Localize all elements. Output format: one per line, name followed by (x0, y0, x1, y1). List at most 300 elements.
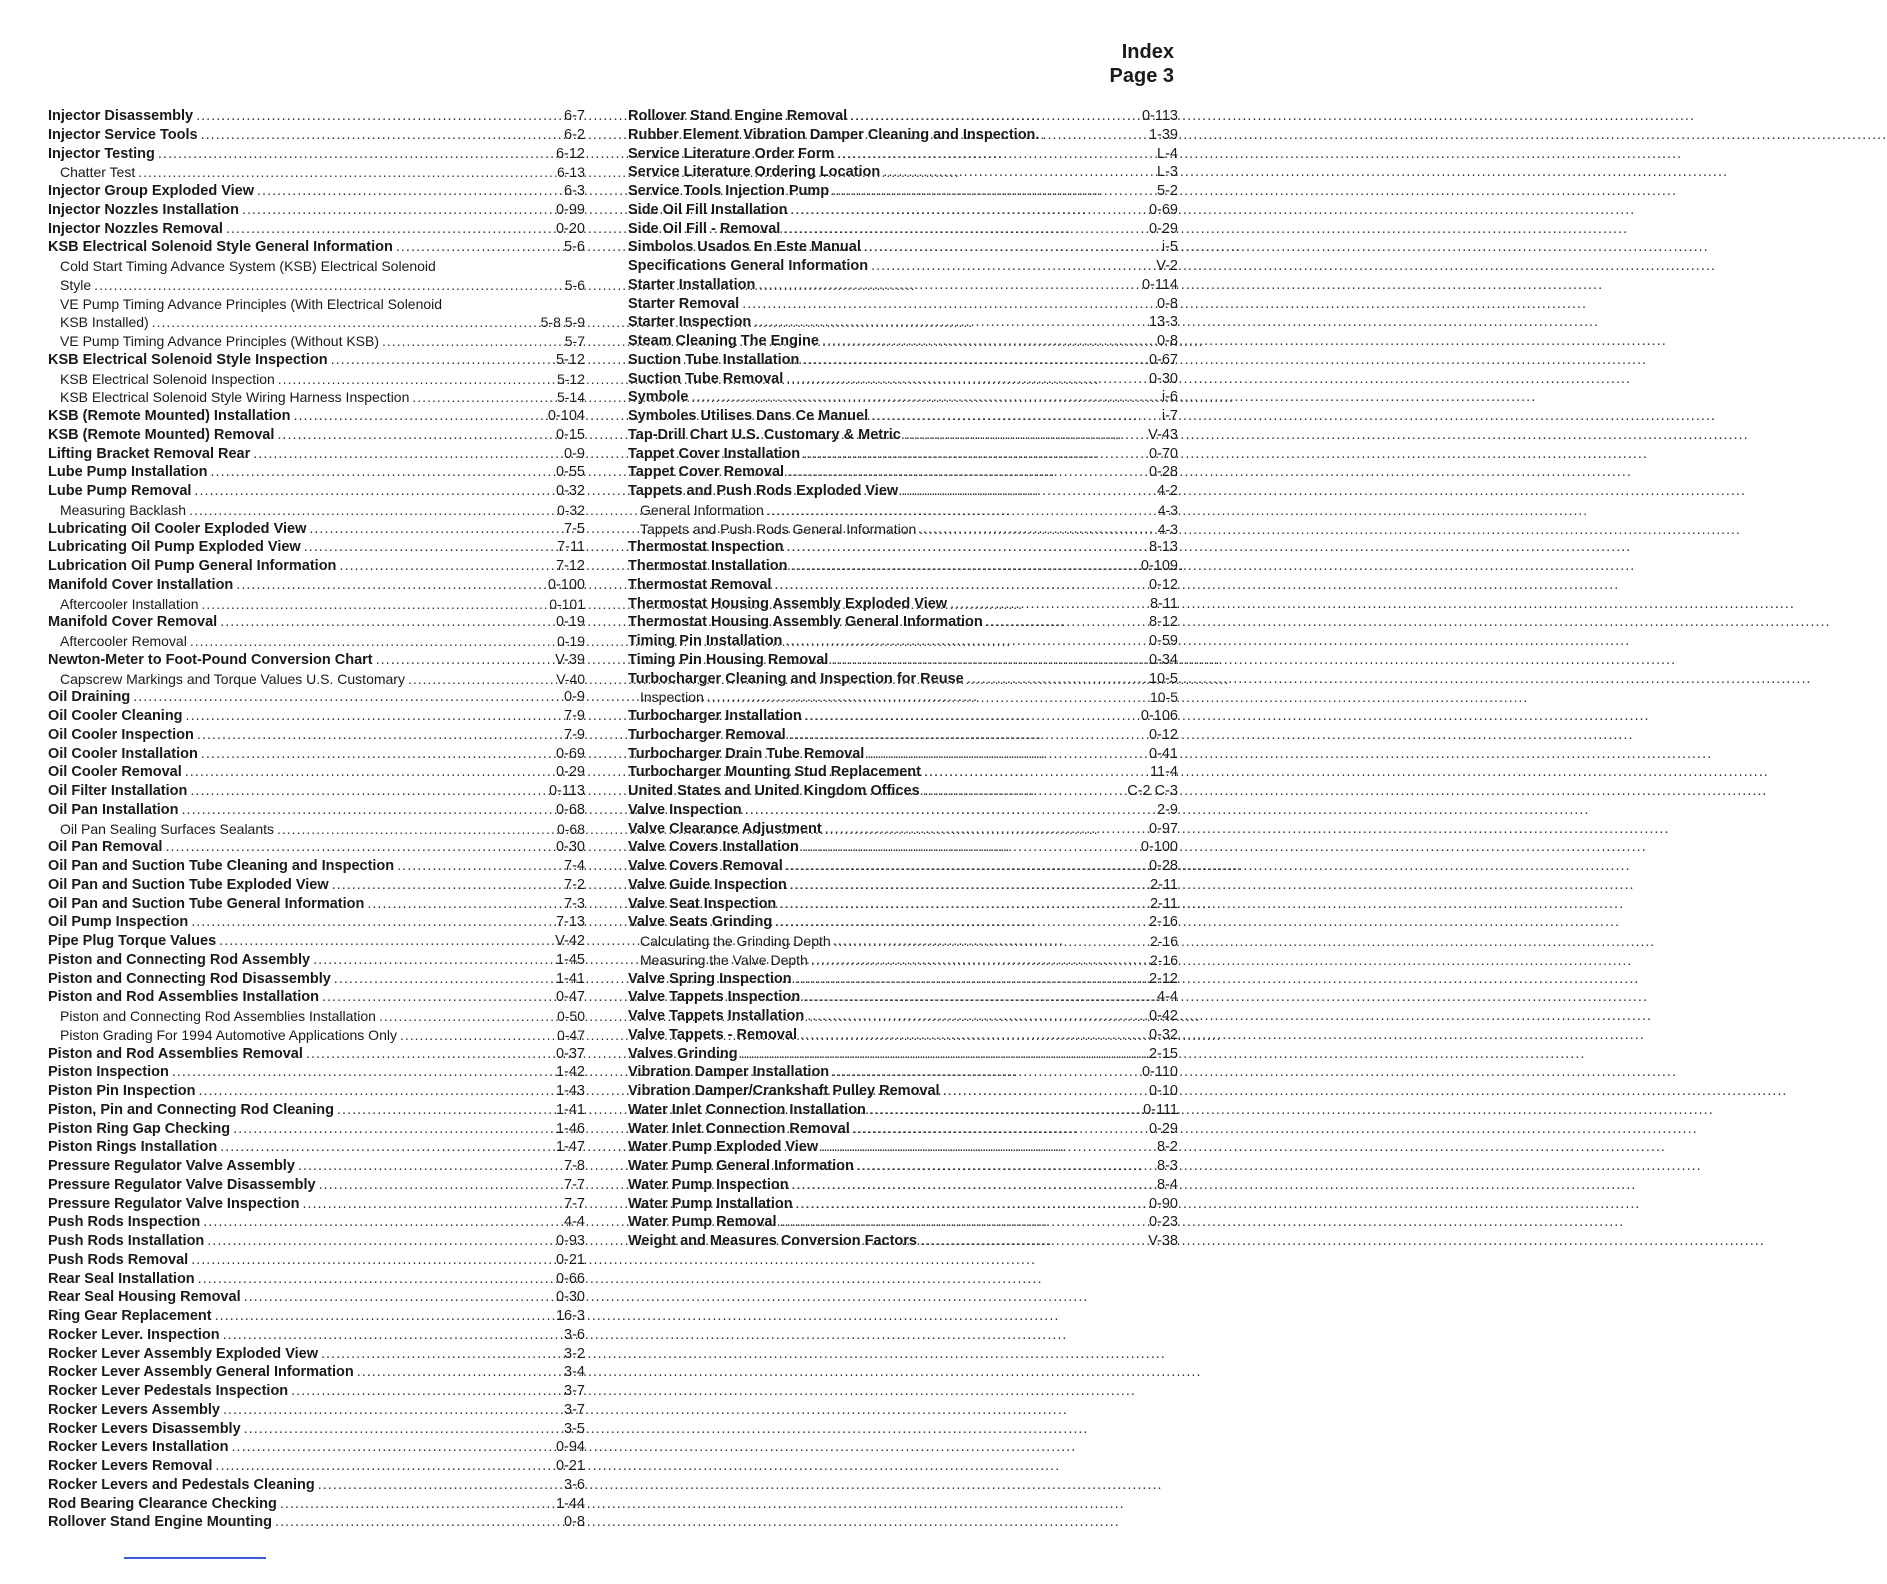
entry-page: 2-15 (1148, 1045, 1178, 1062)
index-entry (628, 426, 1178, 445)
leader-dots (215, 1307, 553, 1326)
index-entry (628, 295, 1178, 314)
entry-label: Oil Pan and Suction Tube General Information (48, 895, 365, 912)
entry-label: Pressure Regulator Valve Inspection (48, 1195, 300, 1212)
leader-dots (152, 313, 538, 332)
entry-label: Vibration Damper/Crankshaft Pulley Removal (628, 1083, 940, 1099)
leader-dots (871, 257, 1153, 276)
index-entry (48, 1288, 585, 1307)
entry-label: Pressure Regulator Valve Assembly (48, 1158, 295, 1174)
entry-page: 0-106 (1140, 708, 1178, 724)
entry-label: Rear Seal Installation (48, 1270, 195, 1287)
leader-dots (901, 482, 1154, 501)
entry-label: Tap-Drill Chart U.S. Customary & Metric (628, 426, 901, 443)
entry-label: Piston, Pin and Connecting Rod Cleaning (48, 1101, 334, 1118)
entry-page: 1-43 (555, 1083, 585, 1099)
leader-dots (825, 820, 1146, 839)
index-entry (628, 107, 1178, 126)
index-entry (48, 482, 585, 501)
leader-dots (754, 313, 1146, 332)
entry-page: C-2 C-3 (1127, 783, 1178, 799)
leader-dots (133, 688, 561, 707)
entry-label: Timing Pin Installation (628, 633, 783, 649)
leader-dots (233, 1120, 553, 1139)
entry-label: Rubber Element Vibration Damper Cleaning and Inspection. (628, 126, 1040, 143)
index-entry (48, 707, 585, 726)
index-entry (48, 163, 585, 182)
index-entry (628, 932, 1178, 951)
entry-page: 0-70 (1148, 445, 1178, 462)
index-entry (628, 351, 1178, 370)
entry-label: KSB (Remote Mounted) Removal (48, 426, 275, 443)
entry-label: Lubricating Oil Pump Exploded View (48, 539, 301, 556)
leader-dots (277, 820, 554, 839)
index-entry (48, 1157, 585, 1176)
entry-page: V-39 (555, 651, 585, 668)
leader-dots (790, 876, 1147, 895)
entry-page: 5-2 (1157, 183, 1178, 199)
entry-page: 0-68 (555, 801, 585, 818)
entry-label: Chatter Test (60, 164, 136, 181)
entry-label: Injector Nozzles Removal (48, 220, 223, 237)
entry-page: 0-30 (1148, 370, 1178, 387)
index-entry (628, 1120, 1178, 1139)
entry-page: i-5 (1161, 239, 1178, 256)
index-entry (48, 876, 585, 895)
entry-page: 7-9 (564, 708, 585, 724)
index-entry (628, 913, 1178, 932)
index-entry (48, 126, 585, 145)
entry-page: 6-2 (564, 126, 585, 143)
index-entry (628, 182, 1178, 201)
index-entry (628, 538, 1178, 557)
leader-dots (236, 576, 545, 595)
entry-page: 3-6 (564, 1326, 585, 1343)
entry-label: Push Rods Installation (48, 1233, 205, 1249)
entry-label: Rocker Lever Pedestals Inspection (48, 1383, 289, 1399)
entry-label: Measuring the Valve Depth (640, 951, 808, 968)
entry-page: 0-29 (555, 764, 585, 781)
entry-label: Steam Cleaning The Engine (628, 333, 819, 349)
entry-label: Oil Pan and Suction Tube Exploded View (48, 876, 329, 893)
leader-dots (821, 1138, 1154, 1157)
entry-page: 0-9 (564, 689, 585, 706)
leader-dots (920, 1232, 1145, 1251)
index-entry (48, 463, 585, 482)
entry-page: 16-3 (555, 1308, 585, 1324)
leader-dots (786, 370, 1146, 389)
entry-label: KSB Electrical Solenoid Inspection (60, 370, 275, 387)
index-entry (628, 407, 1178, 426)
entry-label: Injector Disassembly (48, 108, 194, 124)
index-entry (628, 313, 1178, 332)
entry-page: V-40 (556, 670, 585, 687)
entry-page: 3-6 (564, 1476, 585, 1493)
index-entry (48, 313, 585, 332)
entry-page: 1-42 (555, 1064, 585, 1081)
index-entry (48, 988, 585, 1007)
index-entry (628, 595, 1178, 614)
index-entry (628, 613, 1178, 632)
leader-dots (834, 932, 1147, 951)
entry-page: 8-12 (1148, 614, 1178, 631)
index-entry (48, 1495, 585, 1514)
entry-page: 0-113 (548, 783, 585, 799)
entry-page: 0-29 (1148, 220, 1178, 237)
index-entry (48, 970, 585, 989)
entry-page: 2-11 (1150, 876, 1178, 893)
leader-dots (1042, 126, 1146, 145)
entry-label: Rollover Stand Engine Removal (628, 108, 848, 124)
index-entry (628, 688, 1178, 707)
index-entry (628, 1082, 1178, 1101)
leader-dots (396, 238, 561, 257)
entry-label: Oil Draining (48, 689, 131, 706)
entry-page: 0-100 (1140, 839, 1178, 856)
entry-label: Rod Bearing Clearance Checking (48, 1495, 277, 1512)
leader-dots (165, 838, 553, 857)
entry-page: 0-29 (1148, 1120, 1178, 1137)
leader-dots (191, 1251, 553, 1270)
index-entry (628, 445, 1178, 464)
entry-page: 0-114 (1141, 276, 1178, 293)
leader-dots (334, 970, 553, 989)
entry-label: Valve Clearance Adjustment (628, 820, 822, 837)
index-entry (48, 782, 585, 801)
entry-page: 0-69 (1148, 201, 1178, 218)
index-column-right (628, 107, 1178, 1251)
entry-label: Weight and Measures Conversion Factors (628, 1233, 917, 1249)
entry-label: Turbocharger Cleaning and Inspection for Reuse (628, 670, 964, 687)
index-entry (628, 332, 1178, 351)
entry-page: 0-34 (1148, 651, 1178, 668)
entry-label: Thermostat Inspection (628, 539, 784, 556)
leader-dots (332, 876, 561, 895)
entry-label: Vibration Damper Installation (628, 1064, 830, 1081)
leader-dots (796, 1195, 1146, 1214)
entry-label: Turbocharger Removal (628, 726, 786, 743)
leader-dots (203, 1213, 561, 1232)
entry-page: 4-3 (1157, 501, 1178, 518)
entry-page: 7-13 (555, 914, 585, 931)
entry-page: 7-3 (564, 895, 585, 912)
leader-dots (832, 182, 1154, 201)
entry-label: Piston and Connecting Rod Disassembly (48, 970, 331, 987)
entry-label: KSB (Remote Mounted) Installation (48, 408, 291, 424)
entry-label: Injector Group Exploded View (48, 183, 254, 199)
entry-label: Oil Cooler Inspection (48, 726, 194, 743)
index-column-left (48, 107, 585, 1532)
index-entry (628, 126, 1178, 145)
entry-label: Rocker Levers Disassembly (48, 1420, 241, 1437)
entry-label: Thermostat Housing Assembly Exploded View (628, 595, 948, 612)
page-number: Page 3 (1109, 65, 1174, 87)
entry-page: V-42 (555, 933, 585, 949)
entry-label: Starter Removal (628, 295, 740, 312)
leader-dots (313, 951, 553, 970)
leader-dots (883, 163, 1154, 182)
entry-page: 0-37 (555, 1045, 585, 1062)
index-entry (628, 782, 1178, 801)
leader-dots (172, 1063, 553, 1082)
entry-label: Oil Pan Removal (48, 839, 163, 856)
entry-label: Rocker Lever. Inspection (48, 1326, 220, 1343)
entry-label: Lubricating Oil Cooler Exploded View (48, 520, 307, 537)
entry-page: 0-21 (555, 1458, 585, 1474)
leader-dots (191, 913, 553, 932)
index-entry (628, 370, 1178, 389)
entry-label: Push Rods Removal (48, 1251, 189, 1268)
entry-page: 0-10 (1148, 1083, 1178, 1099)
leader-dots (185, 763, 553, 782)
entry-label: Measuring Backlash (60, 501, 187, 518)
entry-label: Inspection (640, 689, 704, 706)
entry-page: 1-41 (555, 1101, 585, 1118)
entry-page: 1-44 (555, 1495, 585, 1512)
index-entry (48, 1382, 585, 1401)
page-header (1110, 40, 1174, 88)
index-entry (48, 951, 585, 970)
entry-label: Starter Installation (628, 276, 756, 293)
entry-label: Rocker Levers Installation (48, 1439, 229, 1456)
index-entry (48, 895, 585, 914)
entry-page: 3-4 (564, 1364, 585, 1381)
entry-label: Rocker Lever Assembly General Information (48, 1364, 354, 1381)
entry-label: VE Pump Timing Advance Principles (With Electrical Solenoid (60, 295, 443, 312)
leader-dots (242, 201, 553, 220)
entry-label: Push Rods Inspection (48, 1214, 201, 1231)
entry-label: Pipe Plug Torque Values (48, 933, 217, 949)
entry-label: Injector Testing (48, 145, 155, 162)
entry-label: Tappet Cover Installation (628, 445, 801, 462)
entry-label: Valves Grinding (628, 1045, 738, 1062)
index-entry (48, 763, 585, 782)
entry-label: KSB Electrical Solenoid Style Wiring Harness Inspection (60, 389, 410, 406)
index-entry (48, 1251, 585, 1270)
leader-dots (253, 445, 561, 464)
leader-dots (339, 557, 553, 576)
index-entry (628, 988, 1178, 1007)
index-entry (48, 520, 585, 539)
leader-dots (220, 1138, 553, 1157)
entry-label: Side Oil Fill Installation (628, 201, 788, 218)
leader-dots (278, 370, 554, 389)
entry-label: Oil Pan Sealing Surfaces Sealants (60, 820, 275, 837)
leader-dots (412, 388, 554, 407)
leader-dots (379, 1007, 554, 1026)
leader-dots (822, 332, 1154, 351)
entry-label: Turbocharger Mounting Stud Replacement (628, 764, 921, 781)
entry-label: Oil Filter Installation (48, 783, 188, 799)
entry-label: Thermostat Installation (628, 558, 788, 574)
leader-dots (232, 1438, 553, 1457)
entry-page: 8-2 (1157, 1139, 1178, 1156)
leader-dots (257, 182, 561, 201)
entry-page: 5-7 (564, 333, 585, 349)
index-entry (48, 1401, 585, 1420)
leader-dots (803, 988, 1154, 1007)
entry-label: Oil Pan Installation (48, 801, 179, 818)
entry-page: 0-19 (555, 614, 585, 631)
entry-label: Suction Tube Removal (628, 370, 784, 387)
entry-page: 1-39 (1148, 126, 1178, 143)
leader-dots (186, 707, 561, 726)
leader-dots (158, 145, 553, 164)
leader-dots (357, 1363, 561, 1382)
leader-dots (201, 126, 561, 145)
entry-label: Tappets and Push Rods General Information (640, 520, 917, 537)
index-entry (48, 1213, 585, 1232)
entry-page: 2-16 (1148, 914, 1178, 931)
leader-dots (923, 782, 1125, 801)
leader-dots (811, 951, 1147, 970)
entry-label: Injector Service Tools (48, 126, 198, 143)
leader-dots (331, 351, 553, 370)
entry-page: 8-3 (1157, 1158, 1178, 1174)
entry-label: Service Tools Injection Pump (628, 183, 830, 199)
index-entry (48, 632, 585, 651)
index-entry (628, 1176, 1178, 1195)
leader-dots (691, 388, 1158, 407)
leader-dots (787, 463, 1146, 482)
entry-page: 5-12 (555, 351, 585, 368)
entry-label: Piston and Connecting Rod Assemblies Installation (60, 1008, 376, 1024)
entry-page: 2-16 (1149, 933, 1178, 949)
leader-dots (408, 670, 553, 689)
leader-dots (785, 632, 1146, 651)
entry-label: Lubrication Oil Pump General Information (48, 558, 337, 574)
leader-dots (837, 145, 1154, 164)
entry-page: L-4 (1157, 145, 1178, 162)
index-entry (48, 388, 585, 407)
entry-label: Starter Inspection (628, 314, 752, 331)
entry-page: 0-93 (555, 1233, 585, 1249)
entry-page: 11-4 (1150, 764, 1178, 781)
entry-label: Symboles Utilises Dans Ce Manuel (628, 408, 869, 424)
leader-dots (189, 501, 554, 520)
entry-page: 0-109 (1140, 558, 1178, 574)
entry-page: 0-101 (549, 595, 585, 612)
index-entry (48, 182, 585, 201)
entry-page: 0-23 (1148, 1214, 1178, 1231)
leader-dots (291, 1382, 561, 1401)
leader-dots (745, 801, 1154, 820)
leader-dots (919, 520, 1154, 539)
index-entry (48, 1420, 585, 1439)
index-entry (48, 1270, 585, 1289)
entry-page: 5-8 5-9 (540, 314, 585, 331)
entry-label: Water Pump General Information (628, 1158, 854, 1174)
entry-label: Lube Pump Installation (48, 464, 208, 481)
index-entry (628, 801, 1178, 820)
entry-page: 0-55 (555, 464, 585, 481)
index-entry (628, 651, 1178, 670)
index-entry (628, 501, 1178, 520)
index-entry (628, 838, 1178, 857)
leader-dots (194, 482, 553, 501)
index-entry (48, 576, 585, 595)
index-entry (628, 1138, 1178, 1157)
index-entry (48, 745, 585, 764)
index-entry (48, 1176, 585, 1195)
entry-page: 0-59 (1148, 633, 1178, 649)
leader-dots (853, 1120, 1146, 1139)
index-entry (628, 820, 1178, 839)
leader-dots (211, 463, 553, 482)
entry-page: 0-19 (556, 633, 585, 649)
leader-dots (196, 107, 561, 126)
leader-dots (198, 1082, 553, 1101)
index-entry (48, 838, 585, 857)
entry-label: Oil Pan and Suction Tube Cleaning and Inspection (48, 858, 395, 874)
entry-page: 0-32 (555, 483, 585, 499)
index-entry (48, 913, 585, 932)
index-entry (628, 145, 1178, 164)
index-entry (628, 1157, 1178, 1176)
entry-label: Thermostat Removal (628, 576, 772, 593)
entry-label: Tappet Cover Removal (628, 464, 785, 481)
entry-page: 0-110 (1141, 1064, 1178, 1081)
entry-page: 8-13 (1148, 539, 1178, 556)
index-entry (48, 295, 585, 314)
entry-page: 10-5 (1149, 689, 1178, 706)
entry-label: Valve Guide Inspection (628, 876, 787, 893)
index-entry (628, 220, 1178, 239)
index-entry (628, 482, 1178, 501)
index-entry (48, 501, 585, 520)
entry-label: Valve Tappets Installation (628, 1008, 805, 1024)
index-entry (628, 707, 1178, 726)
entry-page: 7-5 (564, 520, 585, 537)
entry-page: 2-9 (1157, 801, 1178, 818)
leader-dots (226, 220, 553, 239)
entry-label: Rear Seal Housing Removal (48, 1289, 241, 1306)
entry-label: Oil Pump Inspection (48, 914, 189, 931)
entry-page: 4-3 (1157, 520, 1178, 537)
scan-mark (124, 1557, 266, 1559)
entry-label: Tappets and Push Rods Exploded View (628, 483, 899, 499)
entry-page: 0-47 (556, 1026, 585, 1043)
entry-label: Specifications General Information (628, 258, 869, 274)
index-entry (48, 370, 585, 389)
index-entry (48, 1345, 585, 1364)
entry-page: i-7 (1161, 408, 1178, 424)
leader-dots (215, 1457, 553, 1476)
leader-dots (780, 1213, 1146, 1232)
leader-dots (800, 1026, 1146, 1045)
leader-dots (707, 688, 1147, 707)
index-entry (48, 220, 585, 239)
index-entry (48, 107, 585, 126)
leader-dots (198, 1270, 553, 1289)
index-entry (48, 1457, 585, 1476)
leader-dots (943, 1082, 1146, 1101)
leader-dots (791, 201, 1146, 220)
entry-page: 0-15 (555, 426, 585, 443)
entry-label: Valve Seat Inspection (628, 895, 777, 912)
index-entry (48, 801, 585, 820)
entry-page: V-2 (1156, 258, 1178, 274)
index-entry (48, 1476, 585, 1495)
leader-dots (802, 838, 1138, 857)
leader-dots (280, 1495, 553, 1514)
index-entry (628, 557, 1178, 576)
entry-label: Style (60, 276, 92, 293)
index-entry (48, 1063, 585, 1082)
index-entry (48, 688, 585, 707)
entry-label: Valve Seats Grinding (628, 914, 773, 931)
index-entry (48, 857, 585, 876)
